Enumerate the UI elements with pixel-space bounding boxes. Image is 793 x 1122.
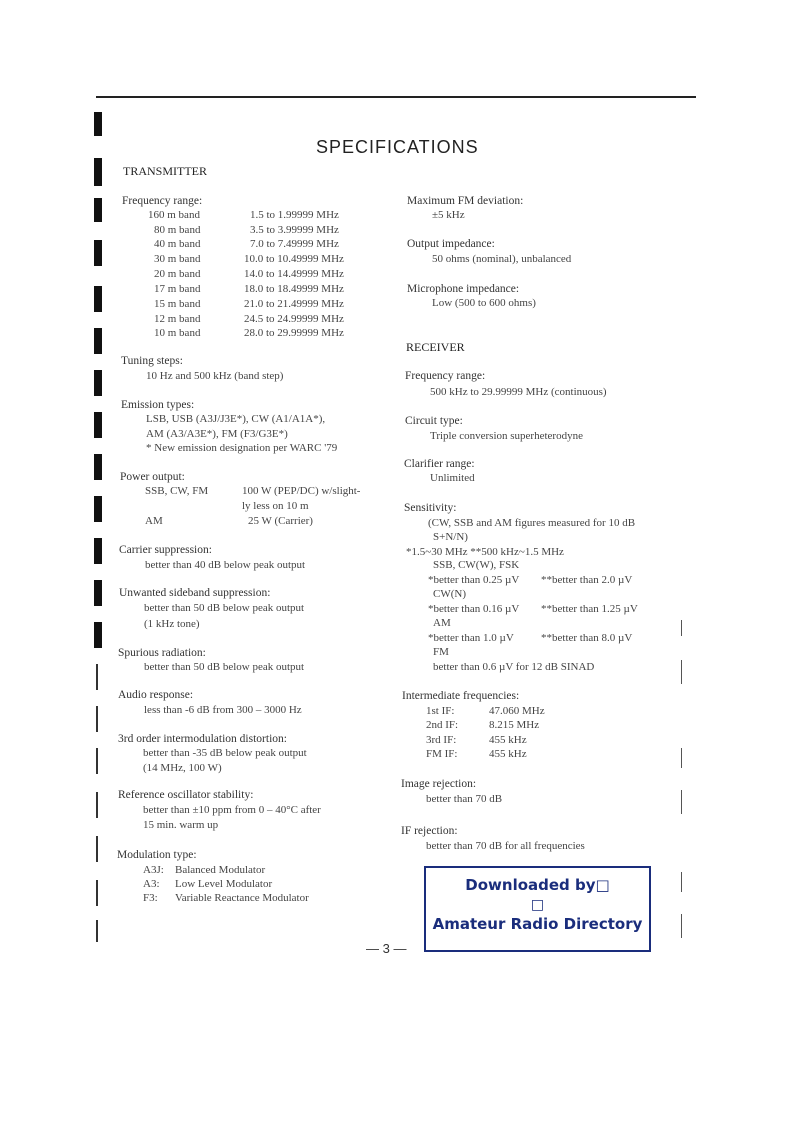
emission-line: AM (A3/A3E*), FM (F3/G3E*)	[146, 428, 288, 440]
band-range: 18.0 to 18.49999 MHz	[244, 283, 344, 295]
output-impedance-label: Output impedance:	[407, 238, 495, 250]
sensitivity-value: *better than 0.16 µV	[428, 603, 520, 615]
band-name: 10 m band	[154, 327, 201, 339]
if-value: 47.060 MHz	[489, 705, 545, 717]
fm-deviation-label: Maximum FM deviation:	[407, 195, 524, 207]
sensitivity-mode: AM	[433, 617, 451, 629]
download-line: Amateur Radio Directory	[432, 915, 643, 933]
rx-frequency-label: Frequency range:	[405, 370, 486, 382]
if-name: 1st IF:	[426, 705, 455, 717]
band-range: 21.0 to 21.49999 MHz	[244, 298, 344, 310]
band-name: 17 m band	[154, 283, 201, 295]
band-name: 20 m band	[154, 268, 201, 280]
download-line: □	[530, 897, 545, 913]
power-ssb-modes: SSB, CW, FM	[145, 485, 209, 497]
band-range: 10.0 to 10.49999 MHz	[244, 253, 344, 265]
modulation-label: Modulation type:	[117, 849, 197, 861]
rx-frequency-value: 500 kHz to 29.99999 MHz (continuous)	[430, 386, 607, 398]
receiver-heading: RECEIVER	[406, 340, 465, 354]
band-name: 15 m band	[154, 298, 201, 310]
sensitivity-value: **better than 8.0 µV	[541, 632, 633, 644]
spurious-value: better than 50 dB below peak output	[144, 661, 305, 673]
image-rejection-label: Image rejection:	[401, 778, 477, 790]
transmitter-heading: TRANSMITTER	[123, 164, 207, 178]
sensitivity-note: (CW, SSB and AM figures measured for 10 dB	[428, 517, 636, 529]
page-title: SPECIFICATIONS	[316, 137, 479, 157]
clarifier-label: Clarifier range:	[404, 458, 475, 470]
if-rejection-value: better than 70 dB for all frequencies	[426, 840, 585, 852]
sensitivity-mode: CW(N)	[433, 588, 466, 600]
power-am-value: 25 W (Carrier)	[248, 515, 313, 527]
imd-value: (14 MHz, 100 W)	[143, 762, 222, 774]
band-name: 40 m band	[154, 238, 201, 250]
top-rule	[96, 96, 696, 98]
if-rejection-label: IF rejection:	[401, 825, 458, 837]
download-line: Downloaded by□	[465, 876, 610, 894]
band-range: 14.0 to 14.49999 MHz	[244, 268, 344, 280]
page-number: — 3 —	[366, 941, 407, 956]
carrier-value: better than 40 dB below peak output	[145, 559, 306, 571]
power-am-mode: AM	[145, 515, 163, 527]
carrier-label: Carrier suppression:	[119, 544, 212, 556]
sideband-value: better than 50 dB below peak output	[144, 602, 305, 614]
band-range: 28.0 to 29.99999 MHz	[244, 327, 344, 339]
band-range: 7.0 to 7.49999 MHz	[250, 238, 339, 250]
mod-code: A3:	[143, 878, 160, 890]
band-range: 3.5 to 3.99999 MHz	[250, 224, 339, 236]
band-name: 160 m band	[148, 209, 200, 221]
sensitivity-ranges: *1.5~30 MHz **500 kHz~1.5 MHz	[406, 546, 564, 558]
imd-label: 3rd order intermodulation distortion:	[118, 733, 287, 745]
sensitivity-mode: SSB, CW(W), FSK	[433, 559, 520, 571]
tuning-label: Tuning steps:	[121, 355, 183, 367]
band-name: 30 m band	[154, 253, 201, 265]
circuit-label: Circuit type:	[405, 415, 463, 427]
sideband-label: Unwanted sideband suppression:	[119, 587, 271, 599]
mod-desc: Balanced Modulator	[175, 864, 266, 876]
audio-value: less than -6 dB from 300 – 3000 Hz	[144, 704, 302, 716]
sensitivity-value: *better than 1.0 µV	[428, 632, 514, 644]
if-label: Intermediate frequencies:	[402, 690, 520, 702]
band-name: 80 m band	[154, 224, 201, 236]
sensitivity-value: **better than 1.25 µV	[541, 603, 638, 615]
mod-code: A3J:	[143, 864, 164, 876]
if-name: 2nd IF:	[426, 719, 459, 731]
mic-impedance-label: Microphone impedance:	[407, 283, 520, 295]
sensitivity-label: Sensitivity:	[404, 502, 457, 514]
mod-desc: Low Level Modulator	[175, 878, 273, 890]
sensitivity-value: better than 0.6 µV for 12 dB SINAD	[433, 661, 595, 673]
if-value: 8.215 MHz	[489, 719, 540, 731]
power-ssb-value: 100 W (PEP/DC) w/slight-	[242, 485, 361, 497]
fm-deviation-value: ±5 kHz	[432, 209, 465, 221]
download-stamp	[424, 866, 651, 952]
refosc-label: Reference oscillator stability:	[118, 789, 254, 801]
emission-note: * New emission designation per WARC '79	[146, 442, 338, 454]
tx-frequency-label: Frequency range:	[122, 195, 203, 207]
mod-desc: Variable Reactance Modulator	[175, 892, 309, 904]
if-name: FM IF:	[426, 748, 458, 760]
refosc-value: 15 min. warm up	[143, 819, 219, 831]
circuit-value: Triple conversion superheterodyne	[430, 430, 583, 442]
sensitivity-mode: FM	[433, 646, 449, 658]
output-impedance-value: 50 ohms (nominal), unbalanced	[432, 253, 572, 265]
sensitivity-note: S+N/N)	[433, 531, 468, 543]
mic-impedance-value: Low (500 to 600 ohms)	[432, 297, 536, 309]
if-value: 455 kHz	[489, 734, 527, 746]
spurious-label: Spurious radiation:	[118, 647, 206, 659]
band-range: 1.5 to 1.99999 MHz	[250, 209, 339, 221]
tuning-value: 10 Hz and 500 kHz (band step)	[146, 370, 284, 382]
sensitivity-value: **better than 2.0 µV	[541, 574, 633, 586]
band-name: 12 m band	[154, 313, 201, 325]
emission-label: Emission types:	[121, 399, 195, 411]
mod-code: F3:	[143, 892, 158, 904]
if-value: 455 kHz	[489, 748, 527, 760]
imd-value: better than -35 dB below peak output	[143, 747, 307, 759]
band-range: 24.5 to 24.99999 MHz	[244, 313, 344, 325]
image-rejection-value: better than 70 dB	[426, 793, 503, 805]
power-ssb-value: ly less on 10 m	[242, 500, 309, 512]
clarifier-value: Unlimited	[430, 472, 475, 484]
emission-line: LSB, USB (A3J/J3E*), CW (A1/A1A*),	[146, 413, 326, 425]
sideband-value: (1 kHz tone)	[144, 618, 200, 630]
audio-label: Audio response:	[118, 689, 194, 701]
sensitivity-value: *better than 0.25 µV	[428, 574, 520, 586]
refosc-value: better than ±10 ppm from 0 – 40°C after	[143, 804, 321, 816]
power-label: Power output:	[120, 471, 185, 483]
if-name: 3rd IF:	[426, 734, 457, 746]
